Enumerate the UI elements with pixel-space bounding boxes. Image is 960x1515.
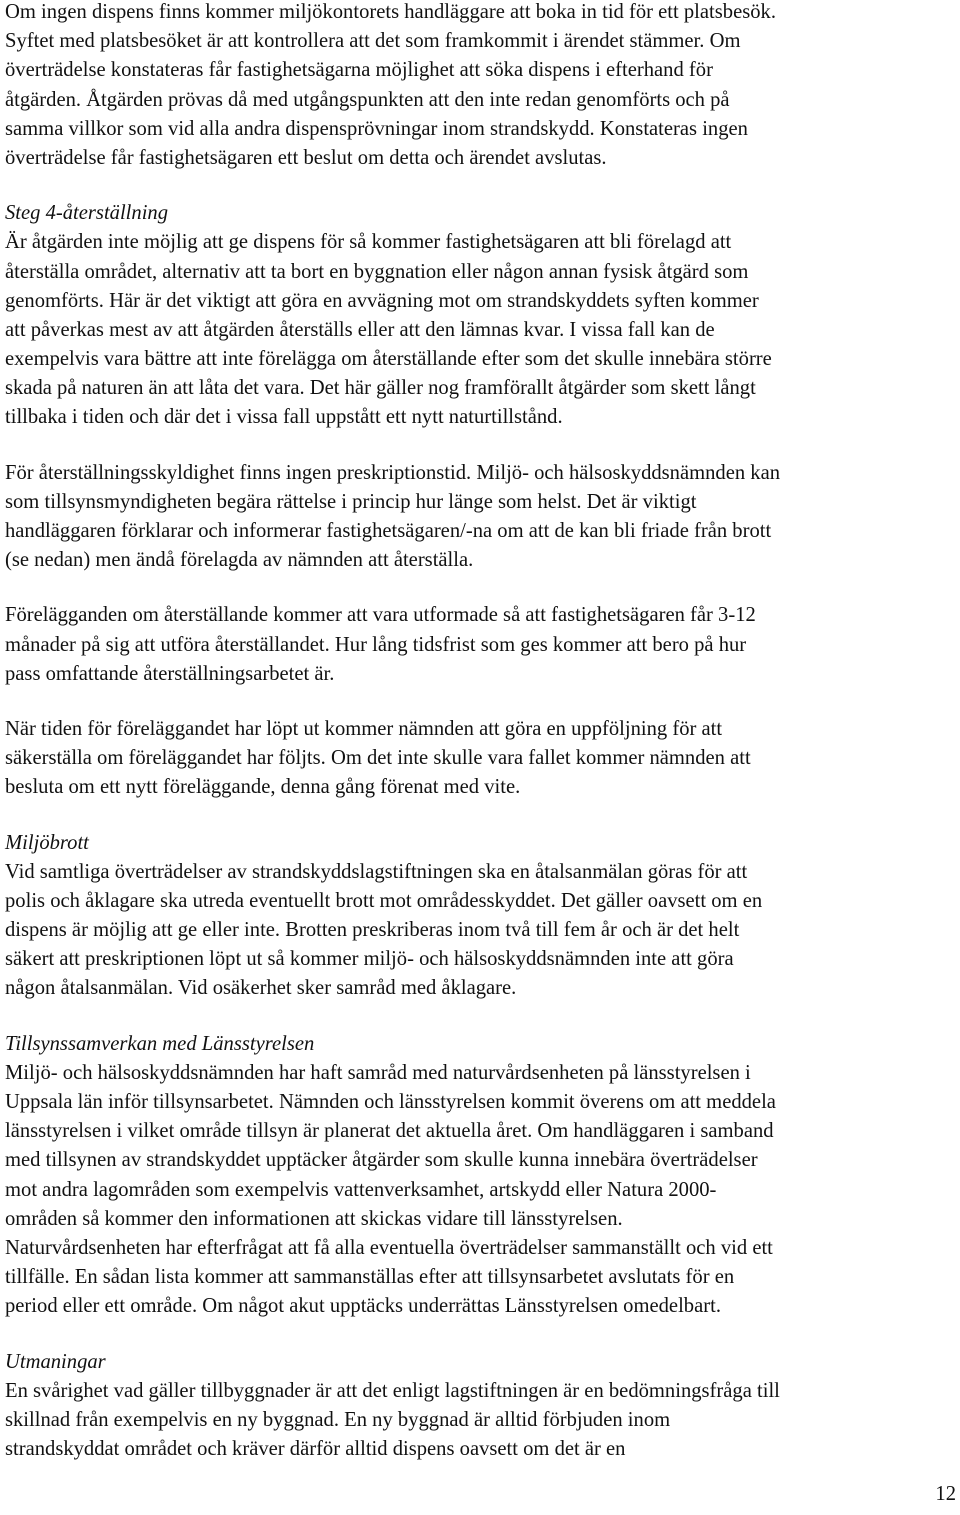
section-tillsynssamverkan <box>5 1030 957 1322</box>
paragraph <box>5 715 957 803</box>
intro-paragraph <box>5 0 957 173</box>
text-line: att påverkas mest av att åtgärden återställs eller att den lämnas kvar. I vissa fall kan de <box>5 318 715 341</box>
text-line: åtgärden. Åtgärden prövas då med utgångspunkten att den inte redan genomförts och på <box>5 88 730 111</box>
text-line: besluta om ett nytt föreläggande, denna gång förenat med vite. <box>5 776 521 799</box>
text-line: områden så kommer den informationen att skickas vidare till länsstyrelsen. <box>5 1207 623 1230</box>
text-line: Förelägganden om återställande kommer att vara utformade så att fastighetsägaren får 3-12 <box>5 604 756 627</box>
text-line: Är åtgärden inte möjlig att ge dispens för så kommer fastighetsägaren att bli förelagd att <box>5 231 732 254</box>
text-line: återställa området, alternativ att ta bort en byggnation eller någon annan fysisk åtgärd som <box>5 260 749 283</box>
text-line: period eller ett område. Om något akut upptäcks underrättas Länsstyrelsen omedelbart. <box>5 1295 721 1318</box>
text-line: med tillsynen av strandskyddet upptäcker åtgärder som skulle kunna innebära överträdelser <box>5 1149 758 1172</box>
text-line: säkerställa om föreläggandet har följts. Om det inte skulle vara fallet kommer nämnden att <box>5 747 751 770</box>
text-line: Syftet med platsbesöket är att kontrollera att det som framkommit i ärendet stämmer. Om <box>5 30 741 53</box>
text-line: dispens är möjlig att ge eller inte. Brotten preskriberas inom två till fem år och är det helt <box>5 919 740 942</box>
text-line: tillbaka i tiden och där det i vissa fall uppstått ett nytt naturtillstånd. <box>5 406 563 429</box>
text-line: överträdelse konstateras får fastighetsägarna möjlighet att söka dispens i efterhand för <box>5 59 713 82</box>
text-line: handläggaren förklarar och informerar fastighetsägaren/-na om att de kan bli friade från brott <box>5 520 772 542</box>
text-line: säkert att preskriptionen löpt ut så kommer miljö- och hälsoskyddsnämnden inte att göra <box>5 948 734 971</box>
text-line: tillfälle. En sådan lista kommer att sammanställas efter att tillsynsarbetet avslutats för en <box>5 1266 735 1289</box>
text-line: månader på sig att utföra återställandet. Hur lång tidsfrist som ges kommer att bero på hur <box>5 633 747 656</box>
text-line: länsstyrelsen i vilket område tillsyn är planerat det aktuella året. Om handläggaren i samband <box>5 1120 774 1143</box>
text-line: överträdelse får fastighetsägaren ett beslut om detta och ärendet avslutas. <box>5 146 607 169</box>
section-heading: Steg 4-återställning <box>5 202 169 225</box>
text-line: Naturvårdsenheten har efterfrågat att få alla eventuella överträdelser sammanställt och vid ett <box>5 1236 773 1259</box>
paragraph <box>5 858 957 1004</box>
text-line: strandskyddat området och kräver därför alltid dispens oavsett om det är en <box>5 1438 626 1461</box>
text-line: För återställningsskyldighet finns ingen preskriptionstid. Miljö- och hälsoskyddsnämnden kan <box>5 461 781 484</box>
text-line: pass omfattande återställningsarbetet är. <box>5 662 335 685</box>
text-line: En svårighet vad gäller tillbyggnader är att det enligt lagstiftningen är en bedömningsfråga till <box>5 1379 780 1402</box>
section-utmaningar <box>5 1348 957 1465</box>
text-line: När tiden för föreläggandet har löpt ut kommer nämnden att göra en uppföljning för att <box>5 717 723 740</box>
text-line: skillnad från exempelvis en ny byggnad. En ny byggnad är alltid förbjuden inom <box>5 1408 671 1431</box>
text-line: Miljö- och hälsoskyddsnämnden har haft samråd med naturvårdsenheten på länsstyrelsen i <box>5 1061 751 1084</box>
paragraph <box>5 1377 957 1465</box>
text-line: skada på naturen än att låta det vara. Det här gäller nog framförallt åtgärder som skett långt <box>5 377 756 400</box>
text-line: polis och åklagare ska utreda eventuellt brott mot områdesskyddet. Det gäller oavsett om en <box>5 889 763 912</box>
text-line: samma villkor som vid alla andra dispensprövningar inom strandskydd. Konstateras ingen <box>5 117 748 140</box>
section-miljobrott <box>5 829 957 1004</box>
text-line: mot andra lagområden som exempelvis vattenverksamhet, artskydd eller Natura 2000- <box>5 1178 717 1201</box>
paragraph <box>5 228 957 432</box>
paragraph <box>5 1059 957 1322</box>
section-heading: Utmaningar <box>5 1350 106 1373</box>
text-line: Vid samtliga överträdelser av strandskyddslagstiftningen ska en åtalsanmälan göras för att <box>5 860 748 883</box>
section-heading: Tillsynssamverkan med Länsstyrelsen <box>5 1032 315 1055</box>
section-heading: Miljöbrott <box>5 831 89 854</box>
paragraph <box>5 601 957 689</box>
page-number: 12 <box>935 1483 956 1505</box>
text-line: (se nedan) men ändå förelagda av nämnden att återställa. <box>5 549 474 572</box>
paragraph <box>5 459 957 576</box>
text-line: Om ingen dispens finns kommer miljökontorets handläggare att boka in tid för ett platsbesök. <box>5 1 776 23</box>
text-line: någon åtalsanmälan. Vid osäkerhet sker samråd med åklagare. <box>5 977 517 1000</box>
text-line: exempelvis vara bättre att inte förelägga om återställande efter som det skulle innebära större <box>5 348 772 371</box>
text-line: som tillsynsmyndigheten begära rättelse i princip hur länge som helst. Det är viktigt <box>5 490 697 513</box>
text-line: genomförts. Här är det viktigt att göra en avvägning mot om strandskyddets syften kommer <box>5 289 759 312</box>
text-line: Uppsala län inför tillsynsarbetet. Nämnden och länsstyrelsen kommit överens om att meddela <box>5 1091 776 1113</box>
document-page <box>5 0 957 1464</box>
section-steg-4 <box>5 199 957 802</box>
